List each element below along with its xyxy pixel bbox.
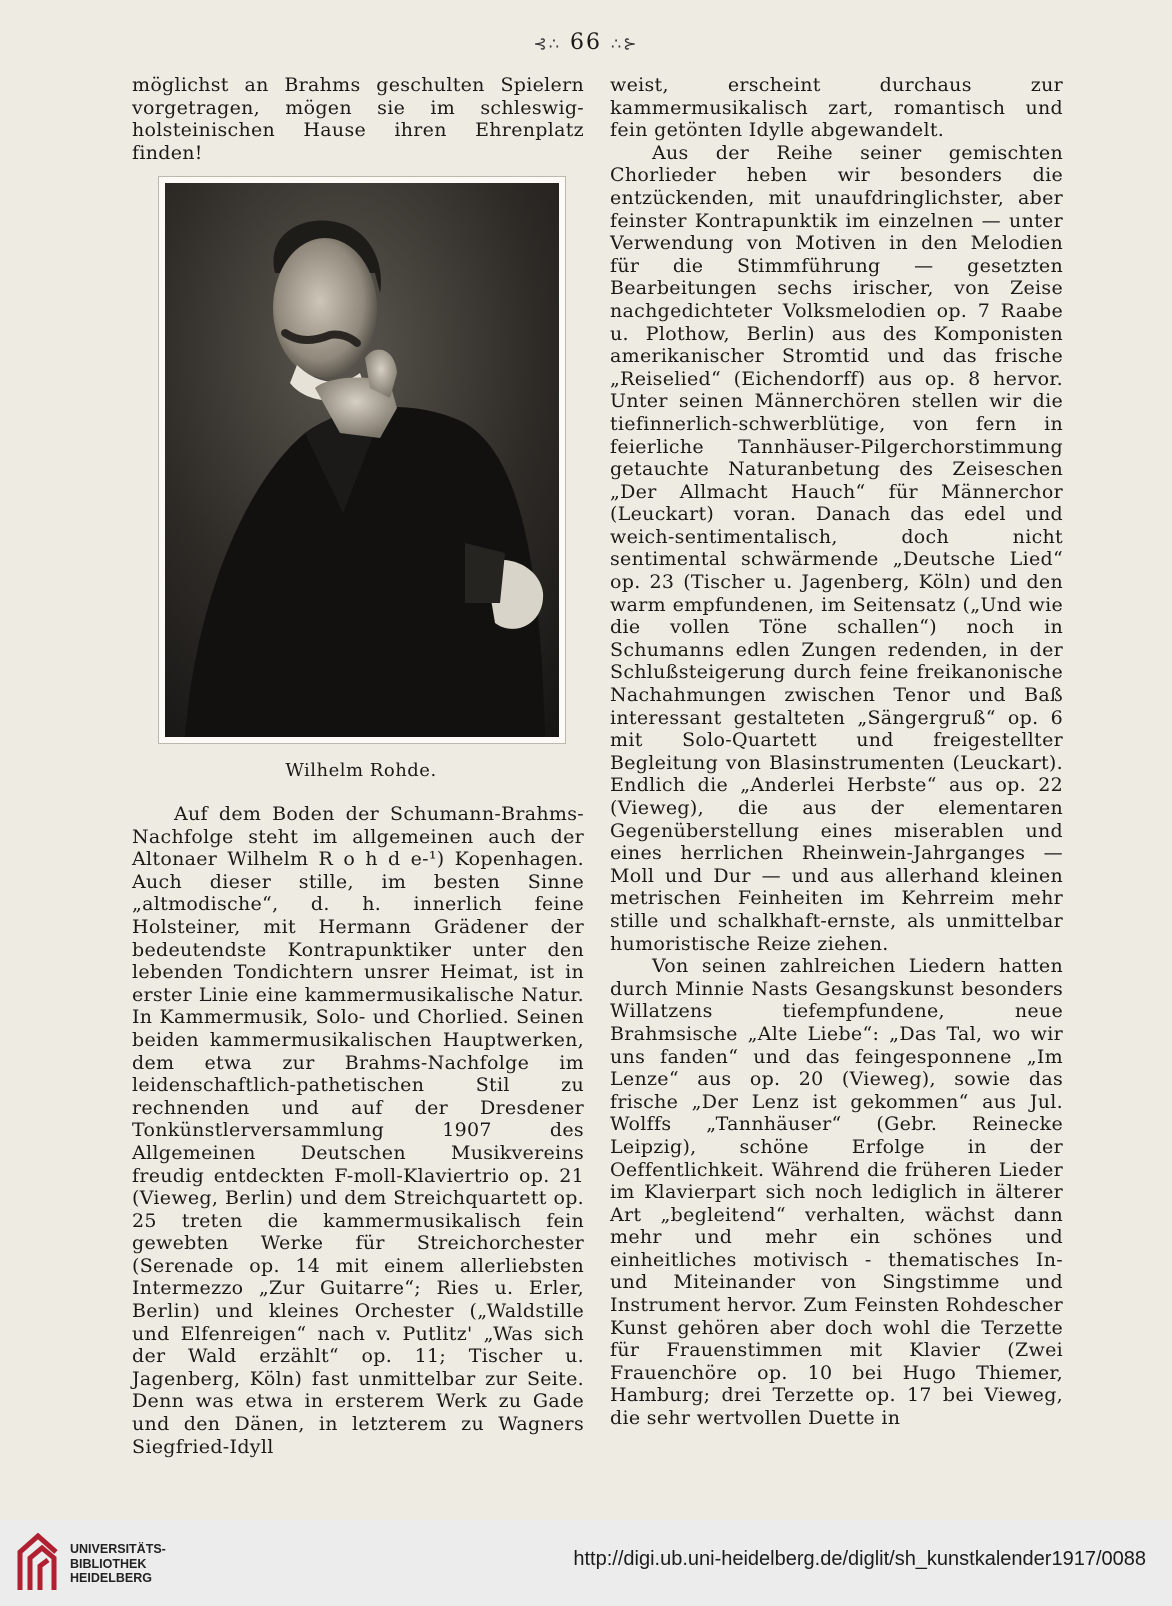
paragraph: Aus der Reihe seiner gemischten Chorlieder heben wir besonders die entzückenden, mit unaufdringlichster, aber feinster Kontrapunktik im einzelnen — unter Verwendung von Motiven in den Melodien für die Stimmführung — gesetzten Bearbeitungen sechs irischer, von Zeise nachgedichteter Volksmelodien op. 7 Raabe u. Plothow, Berlin) aus des Komponisten amerikanischer Stromtid und das frische „Reiselied“ (Eichendorff) aus op. 8 hervor. Unter seinen Männerchören stellen wir die tiefinnerlich-schwerblütige, von fern in feierliche Tannhäuser-Pilgerchorstimmung getauchte Naturanbetung des Zeiseschen „Der Allmacht Hauch“ für Männerchor (Leuckart) voran. Danach das edel und weich-sentimentalisch, doch nicht sentimental schwärmende „Deutsche Lied“ op. 23 (Tischer u. Jagenberg, Köln) und den warm empfundenen, im Seitensatz („Und wie die vollen Töne schallen“) noch in Schumanns edlen Zungen redenden, in der Schlußsteigerung durch feine freikanonische Nachahmungen zwischen Tenor und Baß interessant gestalteten „Sängergruß“ op. 6 mit Solo-Quartett und freigestellter Begleitung von Blasinstrumenten (Leuckart). Endlich die „Anderlei Herbste“ aus op. 22 (Vieweg), die aus der elementaren Gegenüberstellung eines miserablen und eines herrlichen Rheinwein-Jahrganges — Moll und Dur — und aus allerhand kleinen metrischen Feinheiten im Kehrreim mehr stille und schalkhaft-ernste, als unmittelbar humoristische Reize ziehen.: [610, 141, 1063, 955]
photo-caption: Wilhelm Rohde.: [285, 760, 437, 781]
right-column: [610, 74, 1063, 1430]
viewer-footer: [0, 1520, 1172, 1606]
paragraph: weist, erscheint durchaus zur kammermusikalisch zart, romantisch und fein getönten Idylle abgewandelt.: [610, 74, 1063, 142]
ornament-right: ∴⊱: [611, 34, 639, 53]
portrait-figure: [158, 176, 566, 744]
library-name-line2: BIBLIOTHEK: [70, 1556, 147, 1571]
library-name[interactable]: [70, 1542, 166, 1586]
university-library-logo-icon[interactable]: [14, 1530, 64, 1596]
left-column-top: [132, 74, 584, 164]
library-name-line1: UNIVERSITÄTS-: [70, 1542, 166, 1556]
ornament-left: ⊰∴: [533, 34, 561, 53]
permalink-url[interactable]: http://digi.ub.uni-heidelberg.de/diglit/sh_kunstkalender1917/0088: [573, 1548, 1146, 1570]
paragraph: möglichst an Brahms geschulten Spielern vorgetragen, mögen sie im schleswig-holsteinischen Hause ihren Ehrenplatz finden!: [132, 74, 584, 164]
paragraph: Auf dem Boden der Schumann-Brahms-Nachfolge steht im allgemeinen auch der Altonaer Wilhelm R o h d e-¹) Kopenhagen. Auch dieser stille, im besten Sinne „altmodische“, d. h. innerlich feine Holsteiner, mit Hermann Grädener der bedeutendste Kontrapunktiker unter den lebenden Tondichtern unsrer Heimat, ist in erster Linie eine kammermusikalische Natur. In Kammermusik, Solo- und Chorlied. Seinen beiden kammermusikalischen Hauptwerken, dem etwa zur Brahms-Nachfolge im leidenschaftlich-pathetischen Stil zu rechnenden und auf der Dresdener Tonkünstlerversammlung 1907 des Allgemeinen Deutschen Musikvereins freudig entdeckten F-moll-Klaviertrio op. 21 (Vieweg, Berlin) und dem Streichquartett op. 25 treten die kammermusikalisch fein gewebten Werke für Streichorchester (Serenade op. 14 mit einem allerliebsten Intermezzo „Zur Guitarre“; Ries u. Erler, Berlin) und kleines Orchester („Waldstille und Elfenreigen“ nach v. Putlitz' „Was sich der Wald erzählt“ op. 11; Tischer u. Jagenberg, Köln) fast unmittelbar zur Seite. Denn was etwa in ersterem Werk zu Gade und den Dänen, in letzterem zu Wagners Siegfried-Idyll: [132, 803, 584, 1458]
library-name-line3: HEIDELBERG: [70, 1571, 152, 1585]
portrait-photo: [165, 183, 559, 737]
page-number-value: 66: [570, 30, 602, 55]
paragraph: Von seinen zahlreichen Liedern hatten durch Minnie Nasts Gesangskunst besonders Willatzens tiefempfundene, neue Brahmsische „Alte Liebe“: „Das Tal, wo wir uns fanden“ und das feingesponnene „Im Lenze“ aus op. 20 (Vieweg), sowie das frische „Der Lenz ist gekommen“ aus Jul. Wolffs „Tannhäuser“ (Gebr. Reinecke Leipzig), schöne Erfolge in der Oeffentlichkeit. Während die früheren Lieder im Klavierpart sich noch lediglich in älterer Art „begleitend“ verhalten, wächst dann mehr und mehr ein schönes und einheitliches motivisch - thematisches In- und Miteinander von Singstimme und Instrument hervor. Zum Feinsten Rohdescher Kunst gehören aber doch wohl die Terzette für Frauenstimmen mit Klavier (Zwei Frauenchöre op. 10 bei Hugo Thiemer, Hamburg; drei Terzette op. 17 bei Vieweg, die sehr wertvollen Duette in: [610, 955, 1063, 1430]
page-number: [0, 30, 1172, 55]
left-column-bottom: [132, 803, 584, 1458]
